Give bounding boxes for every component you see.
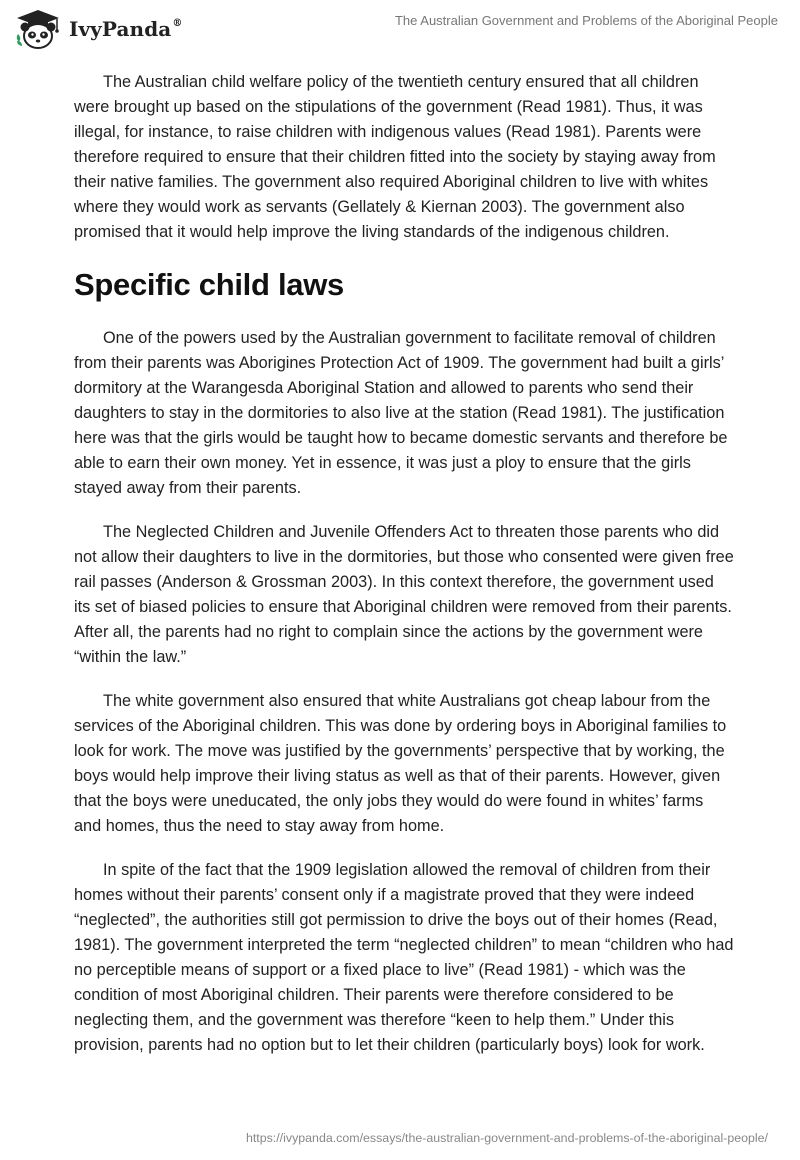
body-paragraph: The white government also ensured that white Australians got cheap labour from the services of the Aboriginal children. This was done by ordering boys in Aboriginal families to look for work. The move was justified by the governments’ perspective that by working, the boys would help improve their living status as well as that of their parents. However, given that the boys were uneducated, the only jobs they would do were found in whites’ farms and homes, thus the need to stay away from home.: [74, 692, 727, 835]
logo[interactable]: [13, 8, 182, 50]
document-title: The Australian Government and Problems of the Aboriginal People: [394, 13, 778, 28]
intro-paragraph: The Australian child welfare policy of the twentieth century ensured that all children were brought up based on the stipulations of the government (Read 1981). Thus, it was illegal, for instance, to raise children with indigenous values (Read 1981). Parents were therefore required to ensure that their children fitted into the society by staying away from their native families. The government also required Aboriginal children to live with whites where they would work as servants (Gellately & Kiernan 2003). The government also promised that it would help improve the living standards of the indigenous children.: [74, 73, 716, 241]
body-paragraph: In spite of the fact that the 1909 legislation allowed the removal of children from their homes without their parents’ consent only if a magistrate proved that they were indeed “neglected”, the authorities still got permission to drive the boys out of their homes (Read, 1981). The government interpreted the term “neglected children” to mean “children who had no perceptible means of support or a fixed place to live” (Read 1981) - which was the condition of most Aboriginal children. Their parents were therefore considered to be neglecting them, and the government was therefore “keen to help them.” Under this provision, parents had no option but to let their children (particularly boys) look for work.: [74, 861, 734, 1054]
body-paragraph: The Neglected Children and Juvenile Offenders Act to threaten those parents who did not allow their daughters to live in the dormitories, but those who consented were given free rail passes (Anderson & Grossman 2003). In this context therefore, the government used its set of biased policies to ensure that Aboriginal children were removed from their parents. After all, the parents had no right to complain since the actions by the government were “within the law.”: [74, 523, 734, 666]
article-body: [74, 70, 734, 1077]
source-url-link[interactable]: https://ivypanda.com/essays/the-australian-government-and-problems-of-the-aboriginal-people/: [245, 1131, 768, 1145]
logo-text: IvyPanda®: [69, 17, 183, 41]
panda-graduate-icon: [13, 8, 63, 50]
page-header: [0, 0, 800, 56]
section-heading: Specific child laws: [74, 267, 344, 302]
body-paragraph: One of the powers used by the Australian government to facilitate removal of children from their parents was Aborigines Protection Act of 1909. The government had built a girls’ dormitory at the Warangesda Aboriginal Station and allowed to parents who send their daughters to stay in the dormitories to also live at the station (Read 1981). The justification here was that the girls would be taught how to became domestic servants and therefore be able to earn their own money. Yet in essence, it was just a ploy to ensure that the girls stayed away from their parents.: [74, 329, 728, 497]
